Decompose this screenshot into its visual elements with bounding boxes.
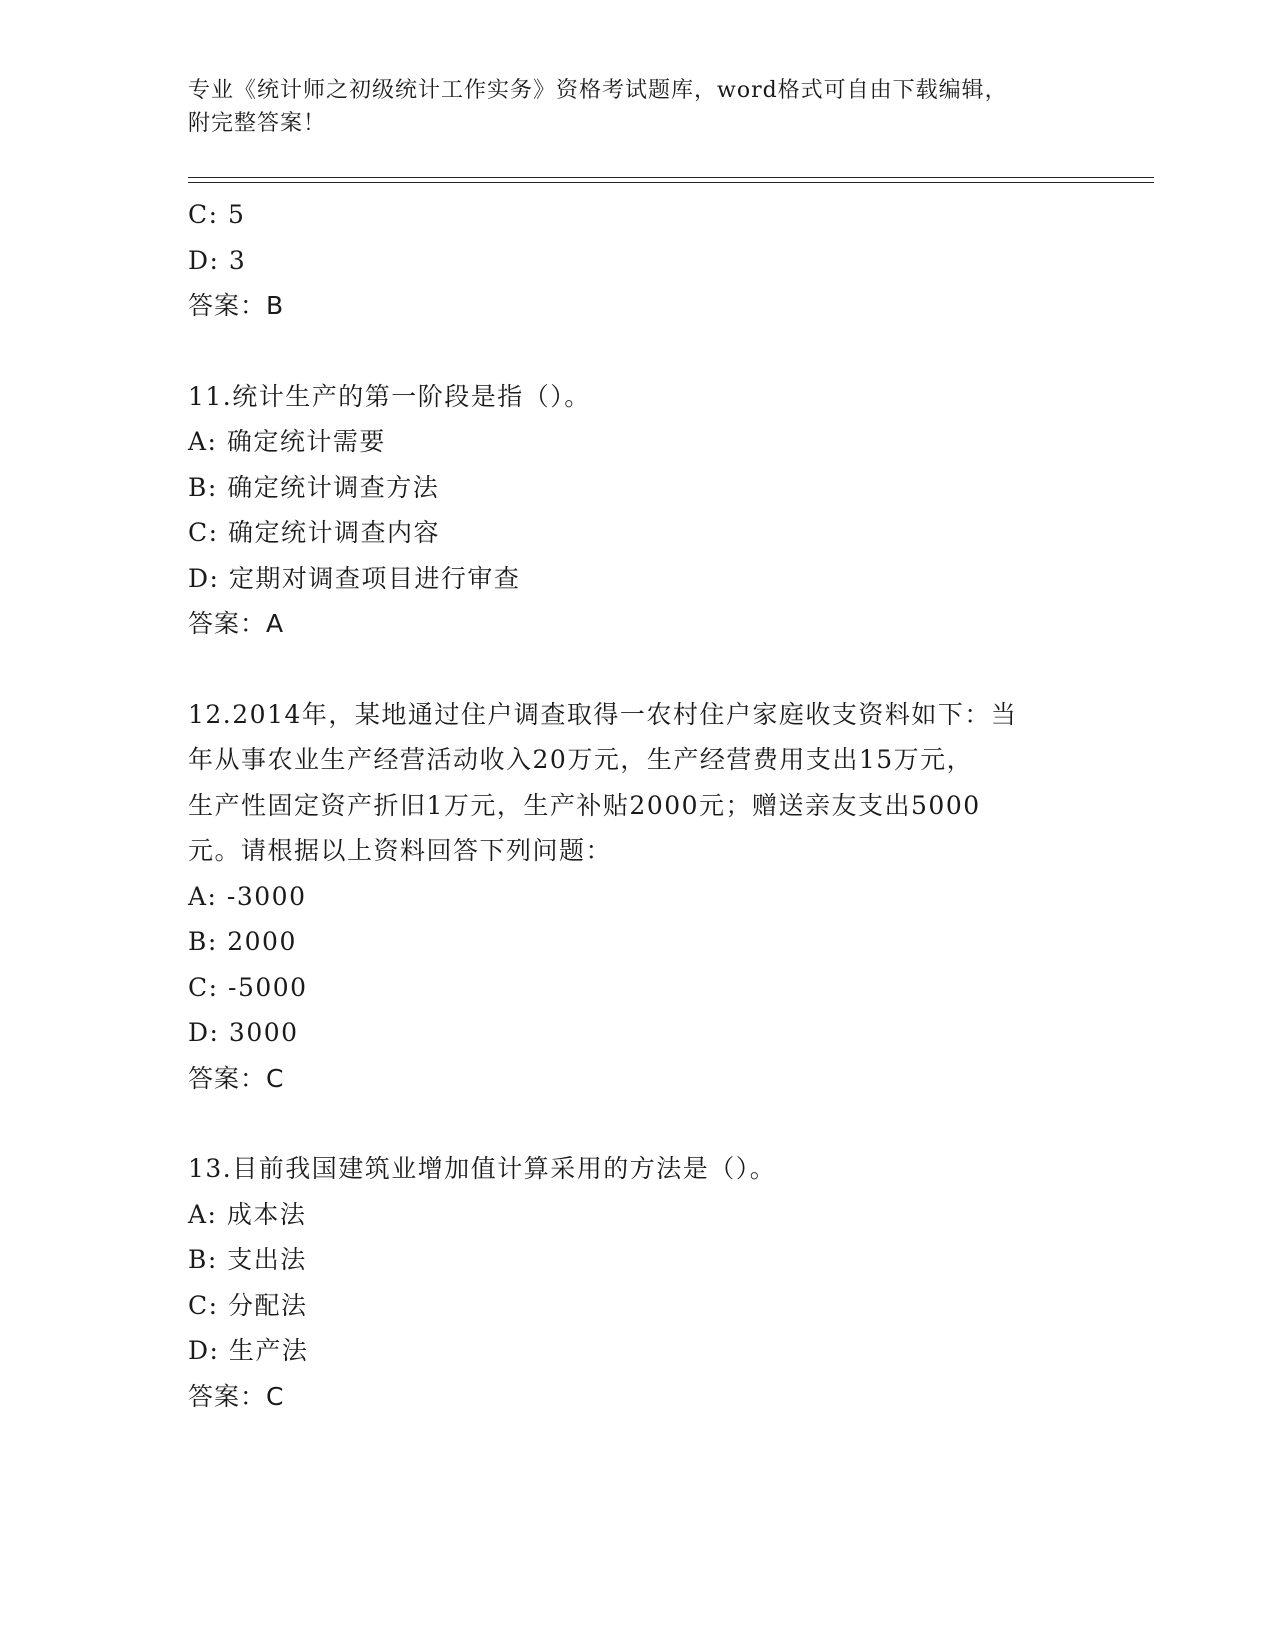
option-d: D: 定期对调查项目进行审查 [188, 563, 521, 593]
option-c: C: 分配法 [188, 1290, 308, 1320]
question-list [188, 192, 1088, 1419]
option-a: A: 确定统计需要 [188, 427, 386, 456]
header-double-rule [188, 177, 1154, 183]
question-12 [188, 692, 1088, 1102]
spacer [188, 647, 1088, 692]
spacer [188, 329, 1088, 374]
option-c: C: 5 [188, 200, 246, 229]
option-d: D: 生产法 [188, 1336, 309, 1365]
question-10-tail [188, 192, 1088, 329]
spacer [188, 1101, 1088, 1146]
question-11 [188, 374, 1088, 647]
question-text [188, 692, 1088, 874]
question-text: 11.统计生产的第一阶段是指（）。 [188, 381, 591, 411]
option-d: D: 3000 [188, 1018, 299, 1047]
question-text-line: 年从事农业生产经营活动收入20万元，生产经营费用支出15万元， [188, 745, 974, 774]
option-b: B: 支出法 [188, 1245, 307, 1274]
question-text-line: 生产性固定资产折旧1万元，生产补贴2000元；赠送亲友支出5000 [188, 790, 981, 820]
question-text-line: 元。请根据以上资料回答下列问题： [188, 836, 613, 865]
option-a: A: -3000 [188, 881, 307, 911]
option-c: C: 确定统计调查内容 [188, 518, 440, 547]
document-header [188, 74, 1088, 140]
answer: 答案：C [188, 1381, 285, 1411]
question-text-line: 12.2014年，某地通过住户调查取得一农村住户家庭收支资料如下：当 [188, 699, 1018, 729]
header-line-2: 附完整答案！ [188, 111, 327, 136]
option-b: B: 2000 [188, 927, 297, 956]
option-c: C: -5000 [188, 972, 308, 1002]
question-13 [188, 1146, 1088, 1419]
answer: 答案：A [188, 609, 285, 638]
answer: 答案：B [188, 291, 285, 320]
option-a: A: 成本法 [188, 1199, 307, 1229]
answer: 答案：C [188, 1063, 285, 1093]
option-d: D: 3 [188, 245, 247, 275]
header-line-1: 专业《统计师之初级统计工作实务》资格考试题库，word格式可自由下载编辑， [188, 78, 1008, 103]
question-text: 13.目前我国建筑业增加值计算采用的方法是（）。 [188, 1154, 777, 1183]
option-b: B: 确定统计调查方法 [188, 472, 440, 502]
